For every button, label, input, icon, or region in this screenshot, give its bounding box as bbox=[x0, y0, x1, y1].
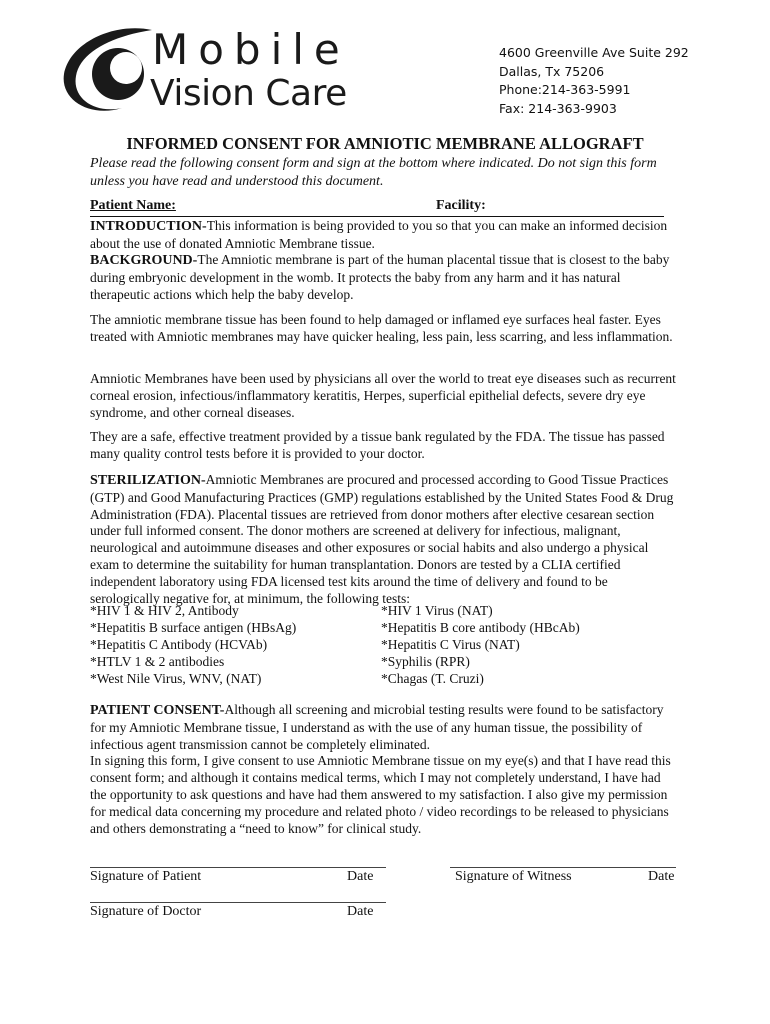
instructions: Please read the following consent form and sign at the bottom where indicated. Do not sign this form unless you have read and understood this document. bbox=[90, 156, 657, 189]
facility-label: Facility: bbox=[436, 198, 486, 213]
witness-signature-line[interactable] bbox=[450, 867, 676, 868]
clinic-address bbox=[499, 44, 689, 118]
paragraph-3 bbox=[90, 429, 680, 463]
sterilization-section bbox=[90, 472, 680, 607]
test-row bbox=[90, 670, 650, 687]
background-text: The Amniotic membrane is part of the human placental tissue that is closest to the baby during embryonic development in the womb. It protects the baby from any harm and it has natural therapeutic actions which help the baby develop. bbox=[90, 252, 670, 302]
logo-text-mobile: Mobile bbox=[152, 25, 350, 74]
paragraph-3-text: They are a safe, effective treatment provided by a tissue bank regulated by the FDA. The tissue has passed many quality control tests before it is provided to your doctor. bbox=[90, 429, 665, 461]
test-row bbox=[90, 619, 650, 636]
logo-text-vision-care: Vision Care bbox=[150, 73, 347, 114]
introduction-heading: INTRODUCTION- bbox=[90, 219, 207, 234]
sterilization-text: Amniotic Membranes are procured and processed according to Good Tissue Practices (GTP) and Good Manufacturing Practices (GMP) regulations established by the United States Food & Drug Administration (FDA). Placental tissues are retrieved from donor mothers after elective cesarean section under full informed consent. The donor mothers are screened at delivery for infectious, malignant, neurological and autoimmune diseases and other exposures or social habits and also undergo a physical exam to determine the suitability for human transplantation. Donors are tested by a CLIA certified independent laboratory using FDA licensed test kits around the time of delivery and found to be serologically negative for, at minimum, the following tests: bbox=[90, 472, 674, 606]
background-heading: BACKGROUND- bbox=[90, 253, 198, 268]
test-item: *Syphilis (RPR) bbox=[381, 654, 470, 669]
paragraph-1 bbox=[90, 312, 680, 346]
patient-consent-section bbox=[90, 702, 680, 837]
test-item: *Chagas (T. Cruzi) bbox=[381, 671, 484, 686]
doctor-signature-line[interactable] bbox=[90, 902, 386, 903]
patient-signature-label: Signature of Patient bbox=[90, 869, 202, 884]
test-row bbox=[90, 602, 650, 619]
patient-consent-text-2: In signing this form, I give consent to use Amniotic Membrane tissue on my eye(s) and that I have read this consent form; and although it contains medical terms, which I may not completely understand, I have had the opportunity to ask questions and have had them answered to my satisfaction. I also give my permission for medical data concerning my procedure and related photo / video recordings to be released to physicians and others demonstrating a “need to know” for clinical study. bbox=[90, 753, 671, 836]
patient-date-label: Date bbox=[347, 869, 374, 884]
patient-signature-line[interactable] bbox=[90, 867, 386, 868]
sterilization-heading: STERILIZATION- bbox=[90, 473, 206, 488]
paragraph-2 bbox=[90, 371, 680, 421]
introduction-text: This information is being provided to you so that you can make an informed decision about the use of donated Amniotic Membrane tissue. bbox=[90, 218, 668, 251]
background-section bbox=[90, 252, 680, 303]
witness-signature-label: Signature of Witness bbox=[455, 869, 572, 884]
test-item: *HIV 1 Virus (NAT) bbox=[381, 603, 493, 618]
company-logo bbox=[60, 22, 380, 122]
patient-name-label: Patient Name: bbox=[90, 198, 176, 213]
test-item: *HIV 1 & HIV 2, Antibody bbox=[90, 603, 239, 618]
introduction-section bbox=[90, 218, 680, 253]
test-item: *Hepatitis C Antibody (HCVAb) bbox=[90, 637, 268, 652]
patient-facility-line[interactable] bbox=[90, 198, 664, 217]
test-item: *Hepatitis B surface antigen (HBsAg) bbox=[90, 620, 297, 635]
test-item: *West Nile Virus, WNV, (NAT) bbox=[90, 671, 262, 686]
address-phone: Phone:214-363-5991 bbox=[499, 82, 631, 97]
test-row bbox=[90, 636, 650, 653]
address-street: 4600 Greenville Ave Suite 292 bbox=[499, 45, 689, 60]
doctor-signature-label: Signature of Doctor bbox=[90, 904, 202, 919]
test-item: *HTLV 1 & 2 antibodies bbox=[90, 654, 225, 669]
tests-list bbox=[90, 602, 650, 687]
paragraph-2-text: Amniotic Membranes have been used by physicians all over the world to treat eye diseases such as recurrent corneal erosion, infectious/inflammatory keratitis, Herpes, superficial epithelial defects, severe dry eye syndrome, and other corneal diseases. bbox=[90, 371, 676, 420]
test-row bbox=[90, 653, 650, 670]
test-item: *Hepatitis C Virus (NAT) bbox=[381, 637, 520, 652]
document-title: INFORMED CONSENT FOR AMNIOTIC MEMBRANE ALLOGRAFT bbox=[126, 134, 644, 153]
address-fax: Fax: 214-363-9903 bbox=[499, 100, 617, 116]
address-city: Dallas, Tx 75206 bbox=[499, 63, 605, 79]
witness-date-label: Date bbox=[648, 869, 675, 884]
test-item: *Hepatitis B core antibody (HBcAb) bbox=[381, 620, 580, 635]
paragraph-1-text: The amniotic membrane tissue has been found to help damaged or inflamed eye surfaces heal faster. Eyes treated with Amniotic membranes may have quicker healing, less pain, less scarring, and less inflammation. bbox=[90, 312, 673, 344]
doctor-date-label: Date bbox=[347, 904, 374, 919]
patient-consent-heading: PATIENT CONSENT- bbox=[90, 703, 225, 718]
patient-consent-text: Although all screening and microbial testing results were found to be satisfactory for my Amniotic Membrane tissue, I understand as with the use of any human tissue, the possibility of infectious agent transmission cannot be completely eliminated. bbox=[90, 702, 664, 752]
